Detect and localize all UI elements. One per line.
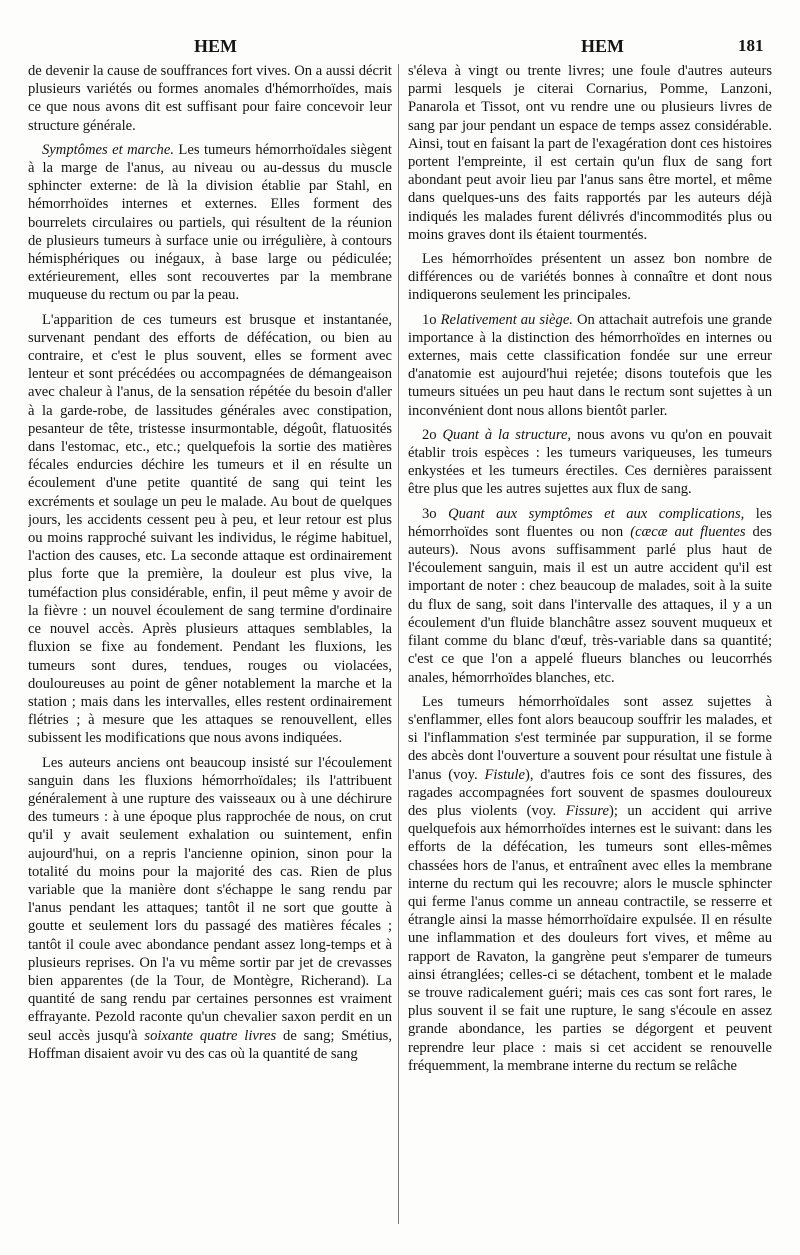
list-number: 2o [422, 426, 437, 443]
paragraph-structure [408, 426, 772, 499]
list-number: 3o [422, 505, 437, 522]
cross-reference: Fissure [565, 802, 609, 819]
paragraph: de devenir la cause de souffrances fort vives. On a aussi décrit plusieurs variétés ou formes anomales d'hémorrhoïdes, mais ce que nous avons dit est suffisant pour faire concevoir leur structure générale. [28, 63, 392, 134]
paragraph: Les hémorrhoïdes présentent un assez bon nombre de différences ou de variétés bonnes à connaître et dont nous indiquerons seulement les principales. [408, 251, 772, 304]
paragraph-text: les hémorrhoïdes sont fluentes ou non [408, 505, 772, 540]
list-number: 1o [422, 311, 437, 328]
paragraph-text: de sang; Smétius, Hoffman disaient avoir vu des cas où la quantité de sang [28, 1027, 392, 1062]
section-heading: Symptômes et marche. [42, 141, 174, 158]
column-divider [398, 64, 399, 1224]
paragraph-text: ), d'autres fois ce sont des fissures, des ragades accompagnées fort souvent de spasmes douloureux des plus violents (voy. [408, 766, 772, 819]
left-column [28, 62, 392, 1248]
header-right-word: HEM [581, 36, 624, 56]
paragraph-symptomes-complications [408, 505, 772, 687]
page-number: 181 [738, 36, 764, 55]
section-heading: Relativement au siège. [440, 311, 573, 328]
paragraph-inflammation [408, 693, 772, 1075]
paragraph-text: des auteurs). Nous avons suffisamment parlé plus haut de l'écoulement sanguin, mais il est un autre accident qu'il est important de noter : chez beaucoup de malades, soit à la suite du flux de sang, soit dans l'intervalle des attaques, il y a un écoulement d'un fluide blanchâtre assez souvent muqueux et filant comme du blanc d'œuf, très-variable dans sa quantité; c'est ce que l'on a appelé flueurs blanches ou leucorrhés anales, hémorrhoïdes blanches, etc. [408, 523, 772, 686]
paragraph-text: On attachait autrefois une grande importance à la distinction des hémorrhoïdes en internes ou externes, mais cette classification fondée sur une erreur d'anatomie est aujourd'hui rejetée; disons toutefois que les tumeurs situées un peu haut dans le rectum sont sujettes à un inconvénient dont nous allons bientôt parler. [408, 311, 772, 419]
section-heading: Quant aux symptômes et aux complications, [448, 505, 745, 522]
right-column [408, 62, 772, 1248]
header-left-word: HEM [194, 36, 237, 56]
running-header [0, 30, 800, 56]
paragraph: s'éleva à vingt ou trente livres; une foule d'autres auteurs parmi lesquels je citerai Cornarius, Pomme, Lanzoni, Panarola et Tissot, ont vu rendre une ou plusieurs livres de sang par jour pendant un espace de temps assez considérable. Ainsi, tout en faisant la part de l'exagération dont ces histoires portent l'empreinte, il est certain qu'un flux de sang fort abondant peut avoir lieu par l'anus sans être mortel, et même dans quelques-uns des faits rapportés par les auteurs déjà indiqués les malades furent délivrés d'incommodités plus ou moins graves dont ils étaient tourmentés. [408, 63, 772, 243]
paragraph-text: nous avons vu qu'on en pouvait établir trois espèces : les tumeurs variqueuses, les tumeurs enkystées et les tumeurs érectiles. Ces dernières paraissent être plus que les autres sujettes aux flux de sang. [408, 426, 772, 498]
paragraph-siege [408, 311, 772, 420]
paragraph-symptomes [28, 141, 392, 305]
cross-reference: Fistule [484, 766, 525, 783]
paragraph: L'apparition de ces tumeurs est brusque et instantanée, survenant pendant des efforts de défécation, ou bien au contraire, et c'est le plus souvent, elles se forment avec lenteur et sont précédées ou accompagnées de démangeaison avec chaleur à l'anus, de la sensation répétée du besoin d'aller à la garde-robe, de lassitudes générales avec constipation, pesanteur de tête, tristesse insurmontable, dégoût, flatuosités dans l'estomac, etc., etc.; quelquefois la sortie des matières fécales endurcies déchire les tumeurs et il en résulte un écoulement d'une petite quantité de sang qui teint les excréments et soulage un peu le malade. Au bout de quelques jours, les accidents cessent peu à peu, et leur retour est plus ou moins rapproché suivant les individus, le régime habituel, l'action des causes, etc. La seconde attaque est ordinairement plus forte que la première, la douleur est plus vive, la tuméfaction plus considérable, enfin, il peut même y avoir de la fièvre : un nouvel écoulement de sang termine d'ordinaire ce nouvel accès. Après plusieurs attaques semblables, la fluxion se fixe au fondement. Pendant les fluxions, les tumeurs sont dures, tendues, rouges ou violacées, douloureuses au point de gêner notablement la marche et la station ; mais dans les intervalles, elles restent ordinairement flétries ; à mesure que les attaques se renouvellent, elles subissent les modifications que nous avons indiquées. [28, 311, 392, 747]
italic-phrase: soixante quatre livres [144, 1027, 277, 1044]
section-heading: Quant à la structure, [442, 426, 572, 443]
paragraph-text: Les tumeurs hémorrhoïdales siègent à la marge de l'anus, au niveau ou au-dessus du muscle sphincter externe: de là la division établie par Stahl, en hémorrhoïdes internes et externes. Elles forment des bourrelets circulaires ou partiels, qui résultent de la réunion de plusieurs tumeurs à surface unie ou irrégulière, à contours hémisphériques ou inégaux, à base large ou pédiculée; extérieurement, elles sont recouvertes par la membrane muqueuse du rectum ou par la peau. [28, 141, 392, 304]
paragraph-text: Les tumeurs hémorrhoïdales sont assez sujettes à s'enflammer, elles font alors beaucoup souffrir les malades, et si l'inflammation s'est terminée par suppuration, il se forme des abcès dont l'ouverture a souvent pour résultat une fistule à l'anus (voy. [408, 693, 772, 783]
paragraph-ecoulement [28, 754, 392, 1063]
paragraph-text: ); un accident qui arrive quelquefois aux hémorrhoïdes internes est le suivant: dans les efforts de la défécation, les tumeurs sont elles-mêmes chassées hors de l'anus, et entraînent avec elles la membrane interne du rectum qui les recouvre; alors le muscle sphincter qui ferme l'anus comme un anneau contractile, se resserre et étrangle ainsi la masse hémorrhoïdaire expulsée. Il en résulte une inflammation et des douleurs fort vives, et même au rapport de Ravaton, la gangrène peut s'emparer de tumeurs ainsi étranglées; celles-ci se détachent, tombent et le malade se trouve radicalement guéri; mais ces cas sont fort rares, le plus souvent il se fait une rupture, le sang s'écoule en assez grande abondance, les parties se dégorgent et peuvent reprendre leur place : mais si cet accident se renouvelle fréquemment, la membrane interne du rectum se relâche [408, 802, 772, 1074]
italic-phrase: (cæcæ aut fluentes [630, 523, 746, 540]
paragraph-text: Les auteurs anciens ont beaucoup insisté sur l'écoulement sanguin dans les fluxions hémorrhoïdales; ils l'attribuent généralement à une rupture des vaisseaux ou à une déchirure des tumeurs : à une époque plus rapprochée de nous, on crut qu'il y avait seulement exhalation ou suintement, enfin aujourd'hui, on a repris l'ancienne opinion, sinon pour la totalité du moins pour la majorité des cas. Rien de plus variable que la manière dont s'échappe le sang rendu par l'anus pendant les attaques; tantôt il ne sort que goutte à goutte et seulement lors du passagé des matières fécales ; tantôt il coule avec abondance pendant assez long-temps et à plusieurs reprises. On l'a vu même sortir par jet de crevasses bien apparentes (de la Tour, de Montègre, Richerand). La quantité de sang rendu par certaines personnes est vraiment effrayante. Pezold raconte qu'un chevalier saxon perdit en un seul accès jusqu'à [28, 754, 392, 1044]
